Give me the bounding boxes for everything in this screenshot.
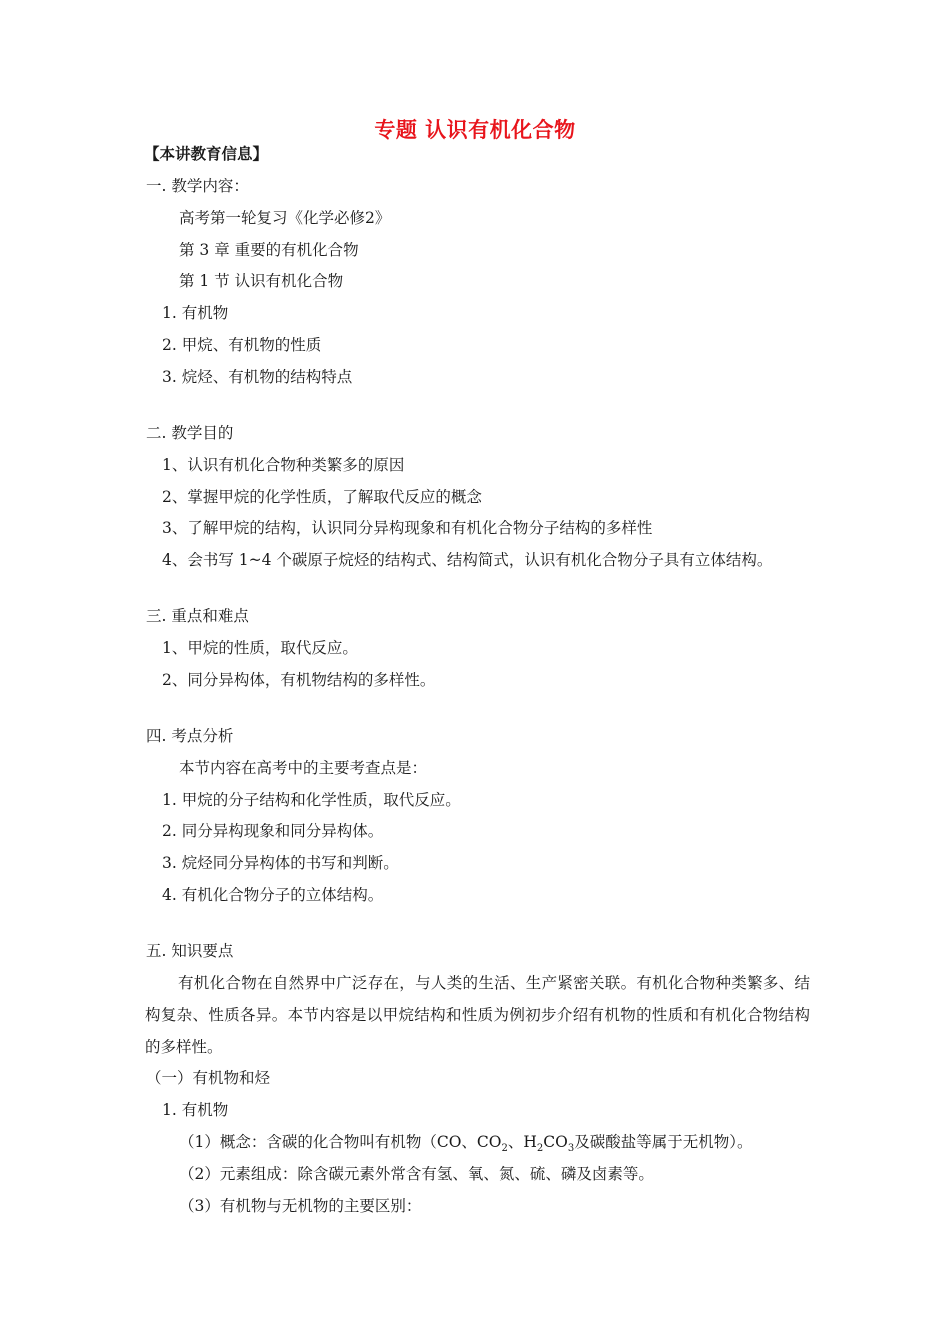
s3-list-item: 1、甲烷的性质，取代反应。 bbox=[162, 639, 358, 657]
section-3-heading: 三. 重点和难点 bbox=[146, 607, 249, 625]
s5-concept-line bbox=[179, 1132, 753, 1159]
s1-list-item: 1. 有机物 bbox=[162, 304, 229, 322]
s3-list-item: 2、同分异构体，有机物结构的多样性。 bbox=[162, 671, 436, 689]
s4-list-item: 3. 烷烃同分异构体的书写和判断。 bbox=[162, 854, 399, 872]
section-1-heading: 一. 教学内容： bbox=[146, 177, 249, 195]
page-title: 专题 认识有机化合物 bbox=[374, 118, 576, 142]
s5-elements-line: （2）元素组成：除含碳元素外常含有氢、氧、氮、硫、磷及卤素等。 bbox=[179, 1165, 654, 1183]
concept-text: CO bbox=[543, 1133, 568, 1151]
section-2-heading: 二. 教学目的 bbox=[146, 424, 234, 442]
s5-subheading: （一）有机物和烃 bbox=[146, 1069, 271, 1087]
s2-list-item: 4、会书写 1~4 个碳原子烷烃的结构式、结构简式，认识有机化合物分子具有立体结构。 bbox=[162, 551, 773, 569]
s4-list-item: 2. 同分异构现象和同分异构体。 bbox=[162, 822, 384, 840]
s1-line: 第 3 章 重要的有机化合物 bbox=[179, 241, 359, 259]
subscript: 2 bbox=[501, 1143, 508, 1155]
s4-list-item: 1. 甲烷的分子结构和化学性质，取代反应。 bbox=[162, 791, 461, 809]
s5-paragraph: 有机化合物在自然界中广泛存在，与人类的生活、生产紧密关联。有机化合物种类繁多、结构复杂、性质各异。本节内容是以甲烷结构和性质为例初步介绍有机物的性质和有机化合物结构的多样性。 bbox=[145, 974, 810, 1056]
s1-line: 高考第一轮复习《化学必修2》 bbox=[179, 209, 391, 227]
concept-text: 、H bbox=[507, 1133, 537, 1151]
s5-list-item: 1. 有机物 bbox=[162, 1101, 229, 1119]
concept-text: 及碳酸盐等属于无机物）。 bbox=[574, 1133, 753, 1151]
info-label: 【本讲教育信息】 bbox=[144, 145, 269, 163]
subscript: 3 bbox=[567, 1143, 575, 1155]
s5-difference-line: （3）有机物与无机物的主要区别： bbox=[179, 1197, 422, 1215]
s2-list-item: 1、认识有机化合物种类繁多的原因 bbox=[162, 456, 405, 474]
subscript: 2 bbox=[536, 1143, 544, 1155]
s1-list-item: 2. 甲烷、有机物的性质 bbox=[162, 336, 322, 354]
s2-list-item: 3、了解甲烷的结构，认识同分异构现象和有机化合物分子结构的多样性 bbox=[162, 519, 653, 537]
section-5-heading: 五. 知识要点 bbox=[146, 942, 234, 960]
s2-list-item: 2、掌握甲烷的化学性质，了解取代反应的概念 bbox=[162, 488, 482, 506]
section-4-heading: 四. 考点分析 bbox=[146, 727, 234, 745]
s1-line: 第 1 节 认识有机化合物 bbox=[179, 272, 344, 290]
s4-intro: 本节内容在高考中的主要考查点是： bbox=[179, 759, 428, 777]
s1-list-item: 3. 烷烃、有机物的结构特点 bbox=[162, 368, 353, 386]
s4-list-item: 4. 有机化合物分子的立体结构。 bbox=[162, 886, 384, 904]
concept-text: （1）概念：含碳的化合物叫有机物（CO、CO bbox=[179, 1133, 502, 1151]
